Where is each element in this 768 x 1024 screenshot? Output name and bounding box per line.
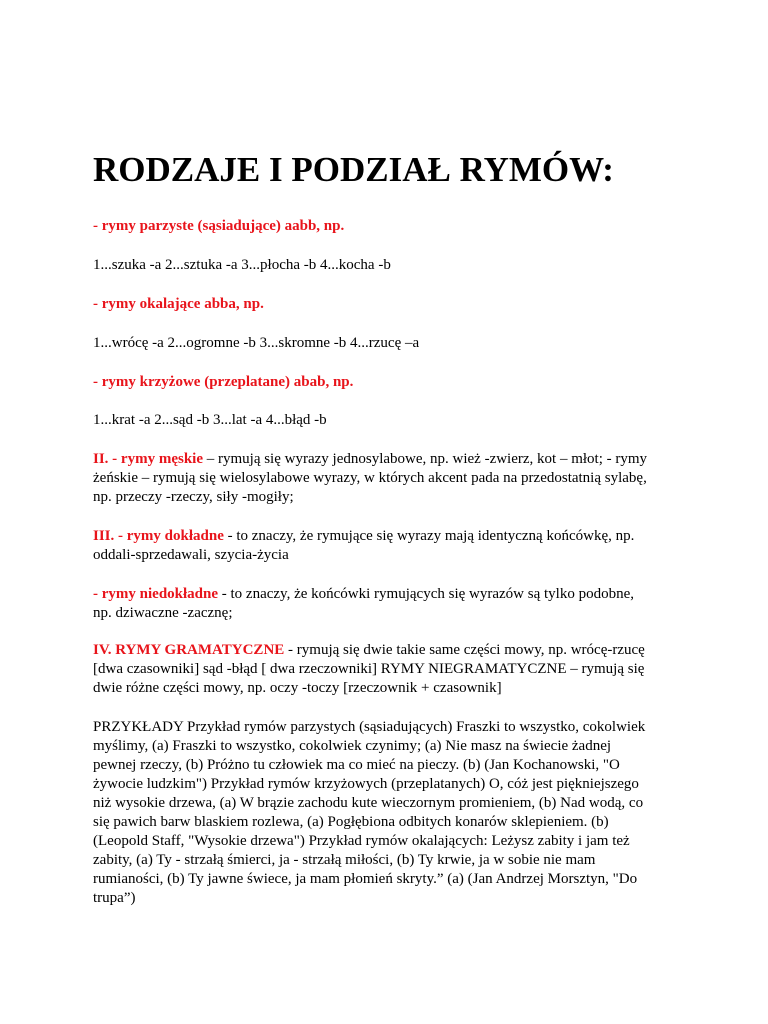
przyklady-line-2: myślimy, (a) Fraszki to wszystko, cokolwiek czynimy; (a) Nie masz na świecie żadnej xyxy=(93,738,612,754)
section-okalajace-example xyxy=(93,334,693,353)
gramatyczne-body-1: - rymują się dwie takie same części mowy, np. wrócę-rzucę xyxy=(284,642,645,658)
gramatyczne-body-2: [dwa czasowniki] sąd -błąd [ dwa rzeczowniki] RYMY NIEGRAMATYCZNE – rymują się xyxy=(93,661,645,677)
przyklady-line-9: rumianości, (b) Ty jawne świece, ja mam płomień skryty.” (a) (Jan Andrzej Morsztyn, "Do xyxy=(93,871,638,887)
meskie-label: II. - rymy męskie xyxy=(93,451,203,467)
section-dokladne xyxy=(93,527,693,565)
niedokladne-body-1: - to znaczy, że końcówki rymujących się wyrazów są tylko podobne, xyxy=(218,586,634,602)
przyklady-line-10: trupa”) xyxy=(93,890,136,906)
przyklady-line-1: PRZYKŁADY Przykład rymów parzystych (sąsiadujących) Fraszki to wszystko, cokolwiek xyxy=(93,719,646,735)
section-meskie xyxy=(93,450,693,507)
dokladne-body-1: - to znaczy, że rymujące się wyrazy mają identyczną końcówkę, np. xyxy=(223,528,635,544)
page-title: RODZAJE I PODZIAŁ RYMÓW: xyxy=(93,150,614,189)
meskie-body-1: – rymują się wyrazy jednosylabowe, np. wież -zwierz, kot – młot; - rymy xyxy=(202,451,648,467)
parzyste-heading: - rymy parzyste (sąsiadujące) aabb, np. xyxy=(93,218,345,234)
section-gramatyczne xyxy=(93,641,693,698)
przyklady-line-8: zabity, (a) Ty - strzałą śmierci, ja - strzałą miłości, (b) Ty krwie, ja w sobie nie mam xyxy=(93,852,596,868)
section-parzyste-example xyxy=(93,256,693,275)
niedokladne-body-2: np. dziwaczne -zacznę; xyxy=(93,605,233,621)
gramatyczne-body-3: dwie różne części mowy, np. oczy -toczy [rzeczownik + czasownik] xyxy=(93,680,502,696)
krzyzowe-heading: - rymy krzyżowe (przeplatane) abab, np. xyxy=(93,374,354,390)
section-krzyzowe-example xyxy=(93,411,693,430)
przyklady-line-4: żywocie ludzkim") Przykład rymów krzyżowych (przeplatanych) O, cóż jest piękniejszego xyxy=(93,776,639,792)
dokladne-body-2: oddali-sprzedawali, szycia-życia xyxy=(93,547,289,563)
meskie-body-2: żeńskie – rymują się wielosylabowe wyrazy, w których akcent pada na przedostatnią sylabę, xyxy=(93,470,647,486)
section-niedokladne xyxy=(93,585,693,623)
przyklady-line-7: (Leopold Staff, "Wysokie drzewa") Przykład rymów okalających: Leżysz zabity i jam też xyxy=(93,833,630,849)
section-parzyste-heading xyxy=(93,217,693,236)
przyklady-line-3: pewnej rzeczy, (b) Próżno tu człowiek ma co mieć na pieczy. (b) (Jan Kochanowski, "O xyxy=(93,757,620,773)
przyklady-line-6: się pawich barw blaskiem rozlewa, (a) Pogłębiona odbitych konarów sklepieniem. (b) xyxy=(93,814,609,830)
przyklady-line-5: niż wysokie drzewa, (a) W brązie zachodu kute wieczornym promieniem, (b) Nad wodą, co xyxy=(93,795,644,811)
niedokladne-label: - rymy niedokładne xyxy=(93,586,219,602)
parzyste-example: 1...szuka -a 2...sztuka -a 3...płocha -b 4...kocha -b xyxy=(93,257,391,273)
krzyzowe-example: 1...krat -a 2...sąd -b 3...lat -a 4...błąd -b xyxy=(93,412,327,428)
dokladne-label: III. - rymy dokładne xyxy=(93,528,224,544)
okalajace-heading: - rymy okalające abba, np. xyxy=(93,296,264,312)
meskie-body-3: np. przeczy -rzeczy, siły -mogiły; xyxy=(93,489,294,505)
section-przyklady xyxy=(93,718,693,908)
section-krzyzowe-heading xyxy=(93,373,693,392)
gramatyczne-label: IV. RYMY GRAMATYCZNE xyxy=(93,642,285,658)
okalajace-example: 1...wrócę -a 2...ogromne -b 3...skromne -b 4...rzucę –a xyxy=(93,335,420,351)
section-okalajace-heading xyxy=(93,295,693,314)
